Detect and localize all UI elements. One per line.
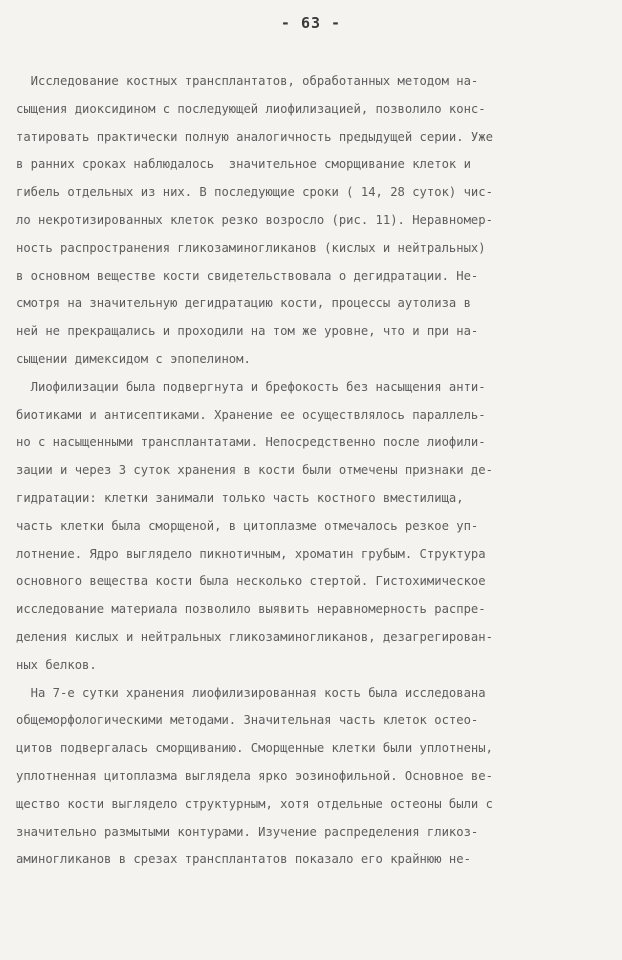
text-line: деления кислых и нейтральных гликозаминогликанов, дезагрегирован- (16, 629, 493, 644)
text-line: сыщения диоксидином с последующей лиофилизацией, позволило конс- (16, 101, 486, 116)
text-line: часть клетки была сморщеной, в цитоплазме отмечалось резкое уп- (16, 518, 479, 533)
text-line: ных белков. (16, 657, 97, 672)
text-line: гибель отдельных из них. В последующие сроки ( 14, 28 суток) чис- (16, 185, 493, 200)
text-line: На 7-е сутки хранения лиофилизированная кость была исследована (16, 685, 486, 700)
text-line: татировать практически полную аналогичность предыдущей серии. Уже (16, 129, 493, 144)
text-line: смотря на значительную дегидратацию кости, процессы аутолиза в (16, 296, 471, 311)
text-line: лотнение. Ядро выглядело пикнотичным, хроматин грубым. Структура (16, 546, 486, 561)
text-line: ло некротизированных клеток резко возросло (рис. 11). Неравномер- (16, 212, 493, 227)
text-line: в ранних сроках наблюдалось значительное сморщивание клеток и (16, 157, 471, 172)
text-line: аминогликанов в срезах трансплантатов показало его крайнюю не- (16, 852, 471, 867)
text-line: исследование материала позволило выявить неравномерность распре- (16, 602, 486, 617)
text-line: гидратации: клетки занимали только часть костного вместилища, (16, 490, 464, 505)
text-line: общеморфологическими методами. Значительная часть клеток остео- (16, 713, 479, 728)
text-line: ность распространения гликозаминогликанов (кислых и нейтральных) (16, 240, 486, 255)
text-line: щество кости выглядело структурным, хотя отдельные остеоны были с (16, 796, 493, 811)
text-line: цитов подвергалась сморщиванию. Сморщенные клетки были уплотнены, (16, 741, 493, 756)
text-line: ней не прекращались и проходили на том же уровне, что и при на- (16, 324, 479, 339)
text-line: зации и через 3 суток хранения в кости были отмечены признаки де- (16, 463, 493, 478)
text-line: Исследование костных трансплантатов, обработанных методом на- (16, 74, 479, 88)
text-line: сыщении димексидом с эпопелином. (16, 351, 251, 366)
text-line: Лиофилизации была подвергнута и брефокость без насыщения анти- (16, 379, 486, 394)
page-number: - 63 - (280, 14, 342, 32)
body-text (16, 68, 610, 874)
text-line: основного вещества кости была несколько стертой. Гистохимическое (16, 574, 486, 589)
text-line: но с насыщенными трансплантатами. Непосредственно после лиофили- (16, 435, 486, 450)
text-line: биотиками и антисептиками. Хранение ее осуществлялось параллель- (16, 407, 486, 422)
text-line: значительно размытыми контурами. Изучение распределения гликоз- (16, 824, 479, 839)
text-line: в основном веществе кости свидетельствовала о дегидратации. Не- (16, 268, 479, 283)
text-line: уплотненная цитоплазма выглядела ярко эозинофильной. Основное ве- (16, 768, 493, 783)
